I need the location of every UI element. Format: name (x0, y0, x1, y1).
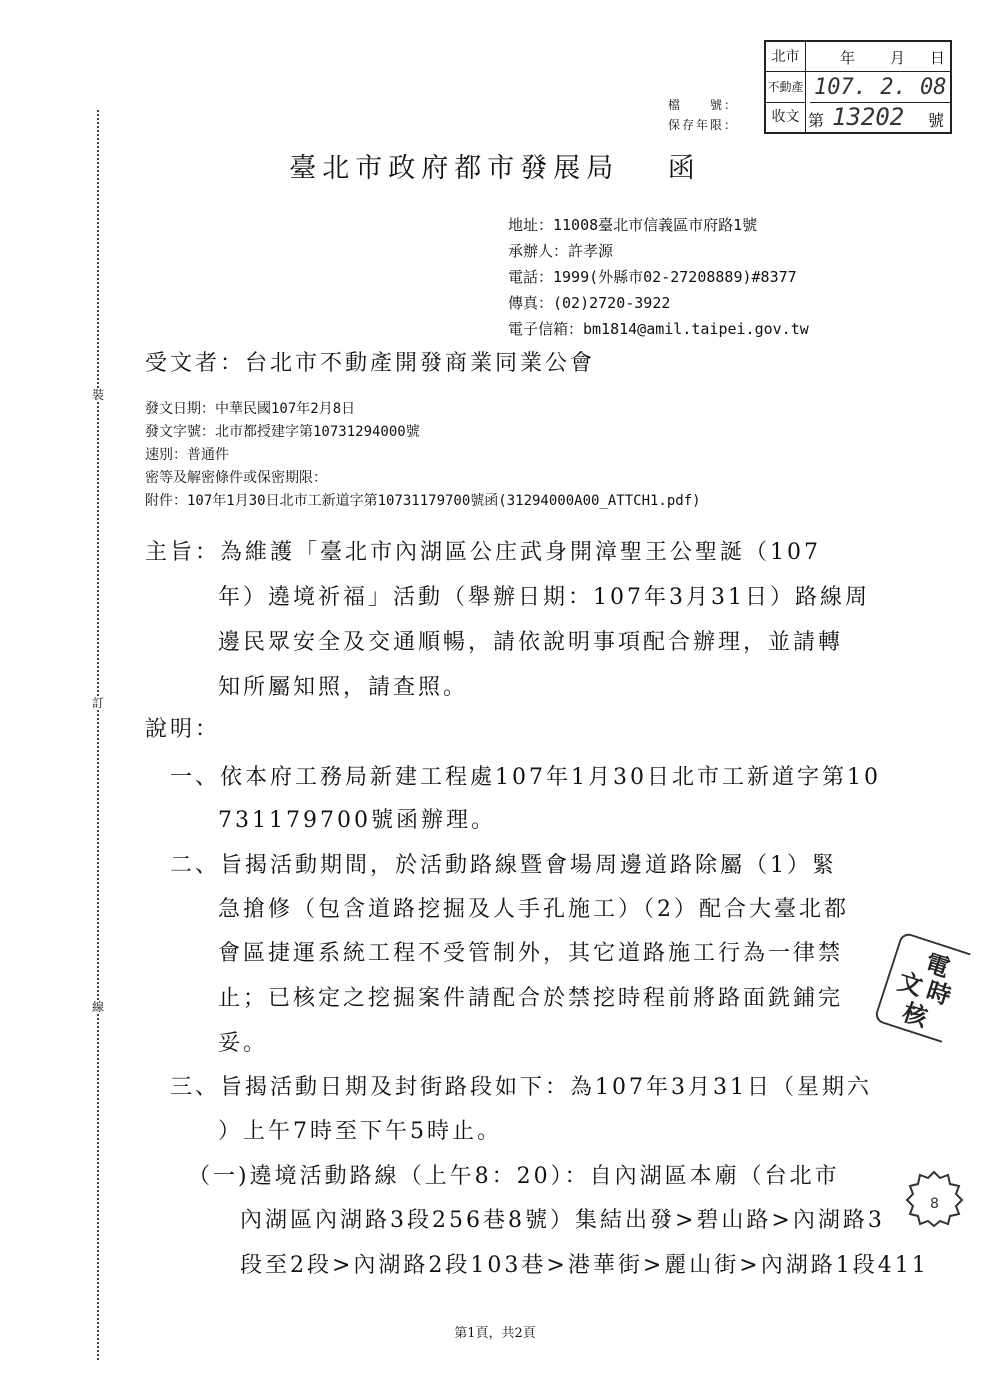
gear-seal-digit: 8 (930, 1196, 939, 1212)
stamp-number-row (806, 103, 950, 132)
edge-stamp-char-2: 文 (894, 967, 927, 1002)
document-title (0, 146, 990, 185)
stamp-number-handwritten: 13202 (832, 103, 905, 131)
agency-name: 臺北市政府都市發展局 (289, 153, 620, 184)
document-number: 發文字號：北市都授建字第10731294000號 (145, 424, 420, 440)
address-line: 地址：11008臺北市信義區市府路1號 (508, 216, 758, 234)
email-line: 電子信箱：bm1814@amil.taipei.gov.tw (508, 320, 809, 338)
binding-mark-xian: 線 (89, 1000, 107, 1014)
subject-line-1: 主旨：為維護「臺北市內湖區公庄武身開漳聖王公聖誕（107 (145, 540, 821, 565)
stamp-number-suffix: 號 (928, 111, 945, 130)
subitem-1-line-1: （一)遶境活動路線（上午8：20）：自內湖區本廟（台北市 (188, 1164, 840, 1189)
stamp-month-label: 月 (890, 49, 906, 67)
stamp-day-label: 日 (930, 49, 946, 67)
item-2-line-5: 妥。 (218, 1031, 269, 1056)
stamp-number-prefix: 第 (808, 111, 825, 130)
speed-class: 速別：普通件 (145, 447, 229, 463)
phone-line: 電話：1999(外縣市02-27208889)#8377 (508, 268, 797, 286)
contact-info (508, 212, 809, 342)
binding-mark-zhuang: 裝 (89, 388, 107, 402)
item-3-line-2: ）上午7時至下午5時止。 (218, 1119, 502, 1144)
subitem-1-line-3: 段至2段>內湖路2段103巷>港華街>麗山街>內湖路1段411 (240, 1253, 929, 1278)
subject-line-2: 年）遶境祈福」活動（舉辦日期：107年3月31日）路線周 (218, 585, 870, 610)
retention-label: 保存年限： (668, 118, 739, 132)
stamp-date-handwritten: 107. 2. 08 (810, 72, 950, 103)
binding-line (97, 110, 99, 1360)
stamp-date-header (806, 42, 950, 72)
fax-line: 傳真：(02)2720-3922 (508, 294, 671, 312)
item-2-line-3: 會區捷運系統工程不受管制外，其它道路施工行為一律禁 (218, 941, 844, 966)
item-2-line-4: 止；已核定之挖掘案件請配合於禁挖時程前將路面銑鋪完 (218, 986, 844, 1011)
stamp-org-line3: 收文 (766, 103, 806, 132)
edge-stamp-char-3: 時 (923, 976, 955, 1011)
document-meta (145, 398, 701, 513)
stamp-org-line2: 不動產 (766, 72, 806, 103)
item-1-line-1: 一、依本府工務局新建工程處107年1月30日北市工新道字第10 (170, 765, 881, 790)
item-2-line-1: 二、旨揭活動期間，於活動路線暨會場周邊道路除屬（1）緊 (170, 853, 837, 878)
stamp-year-label: 年 (840, 49, 856, 67)
binding-mark-ding: 訂 (89, 696, 107, 710)
file-labels (668, 95, 738, 135)
item-2-line-2: 急搶修（包含道路挖掘及人手孔施工）（2）配合大臺北都 (218, 897, 849, 922)
attachment-line: 附件：107年1月30日北市工新道字第10731179700號函(31294000A00_ATTCH1.pdf) (145, 493, 701, 509)
item-3-line-1: 三、旨揭活動日期及封街路段如下：為107年3月31日（星期六 (170, 1075, 872, 1100)
handler-line: 承辦人：許孝源 (508, 242, 614, 260)
edge-stamp-fragment (873, 931, 971, 1043)
subject-line-4: 知所屬知照，請查照。 (218, 675, 469, 700)
stamp-org-line1: 北市 (766, 42, 806, 72)
doc-type: 函 (667, 153, 701, 184)
recipient-line: 受文者：台北市不動產開發商業同業公會 (145, 351, 596, 376)
item-1-line-2: 731179700號函辦理。 (218, 808, 496, 833)
subject-line-3: 邊民眾安全及交通順暢，請依說明事項配合辦理，並請轉 (218, 630, 844, 655)
file-number-label: 檔 號： (668, 98, 739, 112)
explanation-label: 說明： (145, 717, 221, 742)
page-footer: 第1頁，共2頁 (454, 1326, 536, 1341)
edge-stamp-char-4: 核 (899, 998, 931, 1033)
issue-date: 發文日期：中華民國107年2月8日 (145, 401, 356, 417)
subitem-1-line-2: 內湖區內湖路3段256巷8號）集結出發>碧山路>內湖路3 (240, 1208, 885, 1233)
gear-seal-icon (904, 1168, 964, 1228)
secrecy-level: 密等及解密條件或保密期限： (145, 470, 327, 486)
edge-stamp-char-1: 電 (921, 948, 954, 983)
receipt-stamp (764, 40, 952, 134)
